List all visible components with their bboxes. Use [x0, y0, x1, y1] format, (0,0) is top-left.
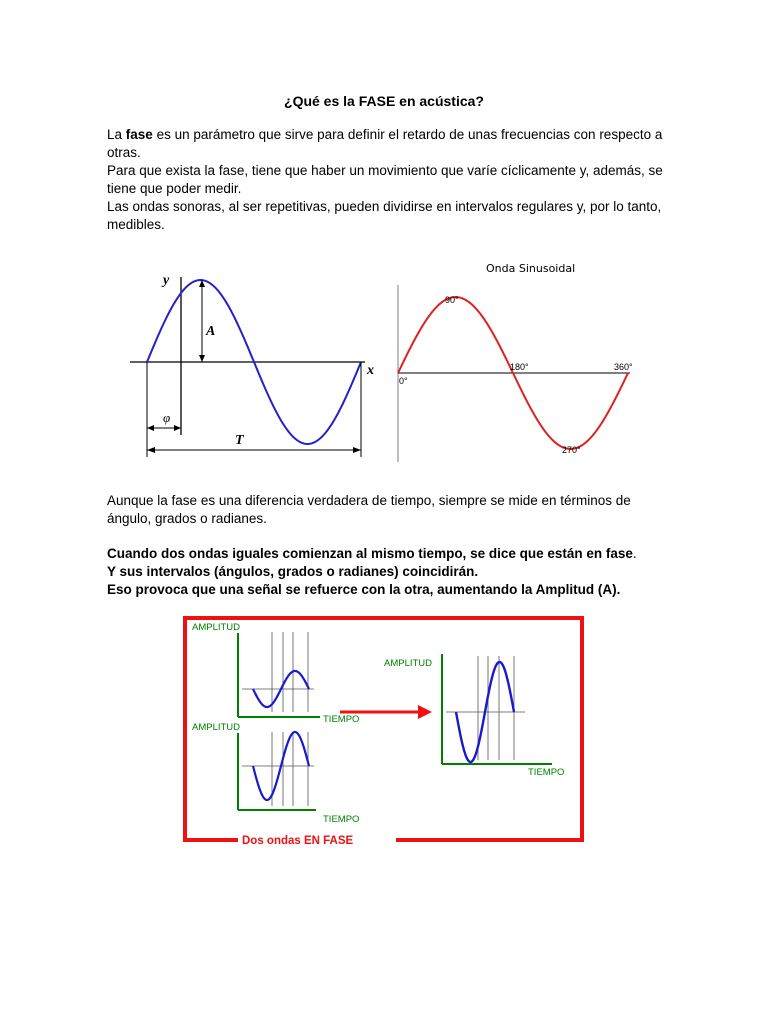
intro-text: es un parámetro que sirve para definir el retardo de unas frecuencias con respecto a otras. [107, 127, 663, 160]
phase-arrow-right [174, 425, 181, 431]
phase-arrow-left [147, 425, 154, 431]
period-label: T [235, 433, 244, 448]
amplitude-label-bottom: AMPLITUD [192, 722, 241, 733]
page-title: ¿Qué es la FASE en acústica? [284, 93, 484, 109]
intro-line-3: Las ondas sonoras, al ser repetitivas, pueden dividirse en intervalos regulares y, por lo tanto, medibles. [107, 199, 662, 232]
amplitude-arrow-bottom [199, 355, 205, 362]
figure-caption: Dos ondas EN FASE [242, 835, 354, 847]
time-label-bottom: TIEMPO [323, 814, 360, 825]
sum-arrow-head [418, 705, 432, 719]
in-phase-line-3: Eso provoca que una señal se refuerce con la otra, aumentando la Amplitud (A). [107, 582, 621, 597]
in-phase-line-1 [107, 545, 687, 563]
period: . [632, 546, 637, 561]
red-frame [185, 618, 582, 840]
period-arrow-left [147, 447, 155, 453]
onda-sinusoidal-diagram [390, 260, 640, 465]
sine-diagram [125, 265, 385, 465]
intro-line-1 [107, 126, 667, 162]
amplitude-label-result: AMPLITUD [384, 658, 433, 669]
intro-paragraph [107, 126, 667, 234]
fase-term: fase [125, 127, 153, 142]
in-phase-text: Cuando dos ondas iguales comienzan al mismo tiempo, se dice que están en fase [107, 546, 633, 561]
label-270-deg: 270° [562, 445, 581, 455]
in-phase-line-2: Y sus intervalos (ángulos, grados o radianes) coincidirán. [107, 564, 479, 579]
intro-line-2: Para que exista la fase, tiene que haber un movimiento que varíe cíclicamente y, además, se tiene que poder medir. [107, 163, 663, 196]
in-phase-figure [180, 612, 590, 848]
time-label-top: TIEMPO [323, 714, 360, 725]
time-label-result: TIEMPO [528, 767, 565, 778]
in-phase-paragraph [107, 545, 687, 599]
period-arrow-right [353, 447, 361, 453]
label-180-deg: 180° [510, 362, 529, 372]
label-90-deg: 90° [445, 295, 459, 305]
phase-label: φ [163, 410, 171, 425]
amplitude-label: A [206, 324, 216, 339]
label-0-deg: 0° [399, 376, 408, 386]
amplitude-label-top: AMPLITUD [192, 622, 241, 633]
x-axis-label: x [367, 363, 374, 378]
figure-title: Onda Sinusoidal [486, 262, 576, 275]
label-360-deg: 360° [614, 362, 633, 372]
y-axis-label: y [163, 273, 170, 288]
measurement-paragraph: Aunque la fase es una diferencia verdadera de tiempo, siempre se mide en términos de ángulo, grados o radianes. [107, 493, 631, 526]
intro-text: La [107, 127, 126, 142]
